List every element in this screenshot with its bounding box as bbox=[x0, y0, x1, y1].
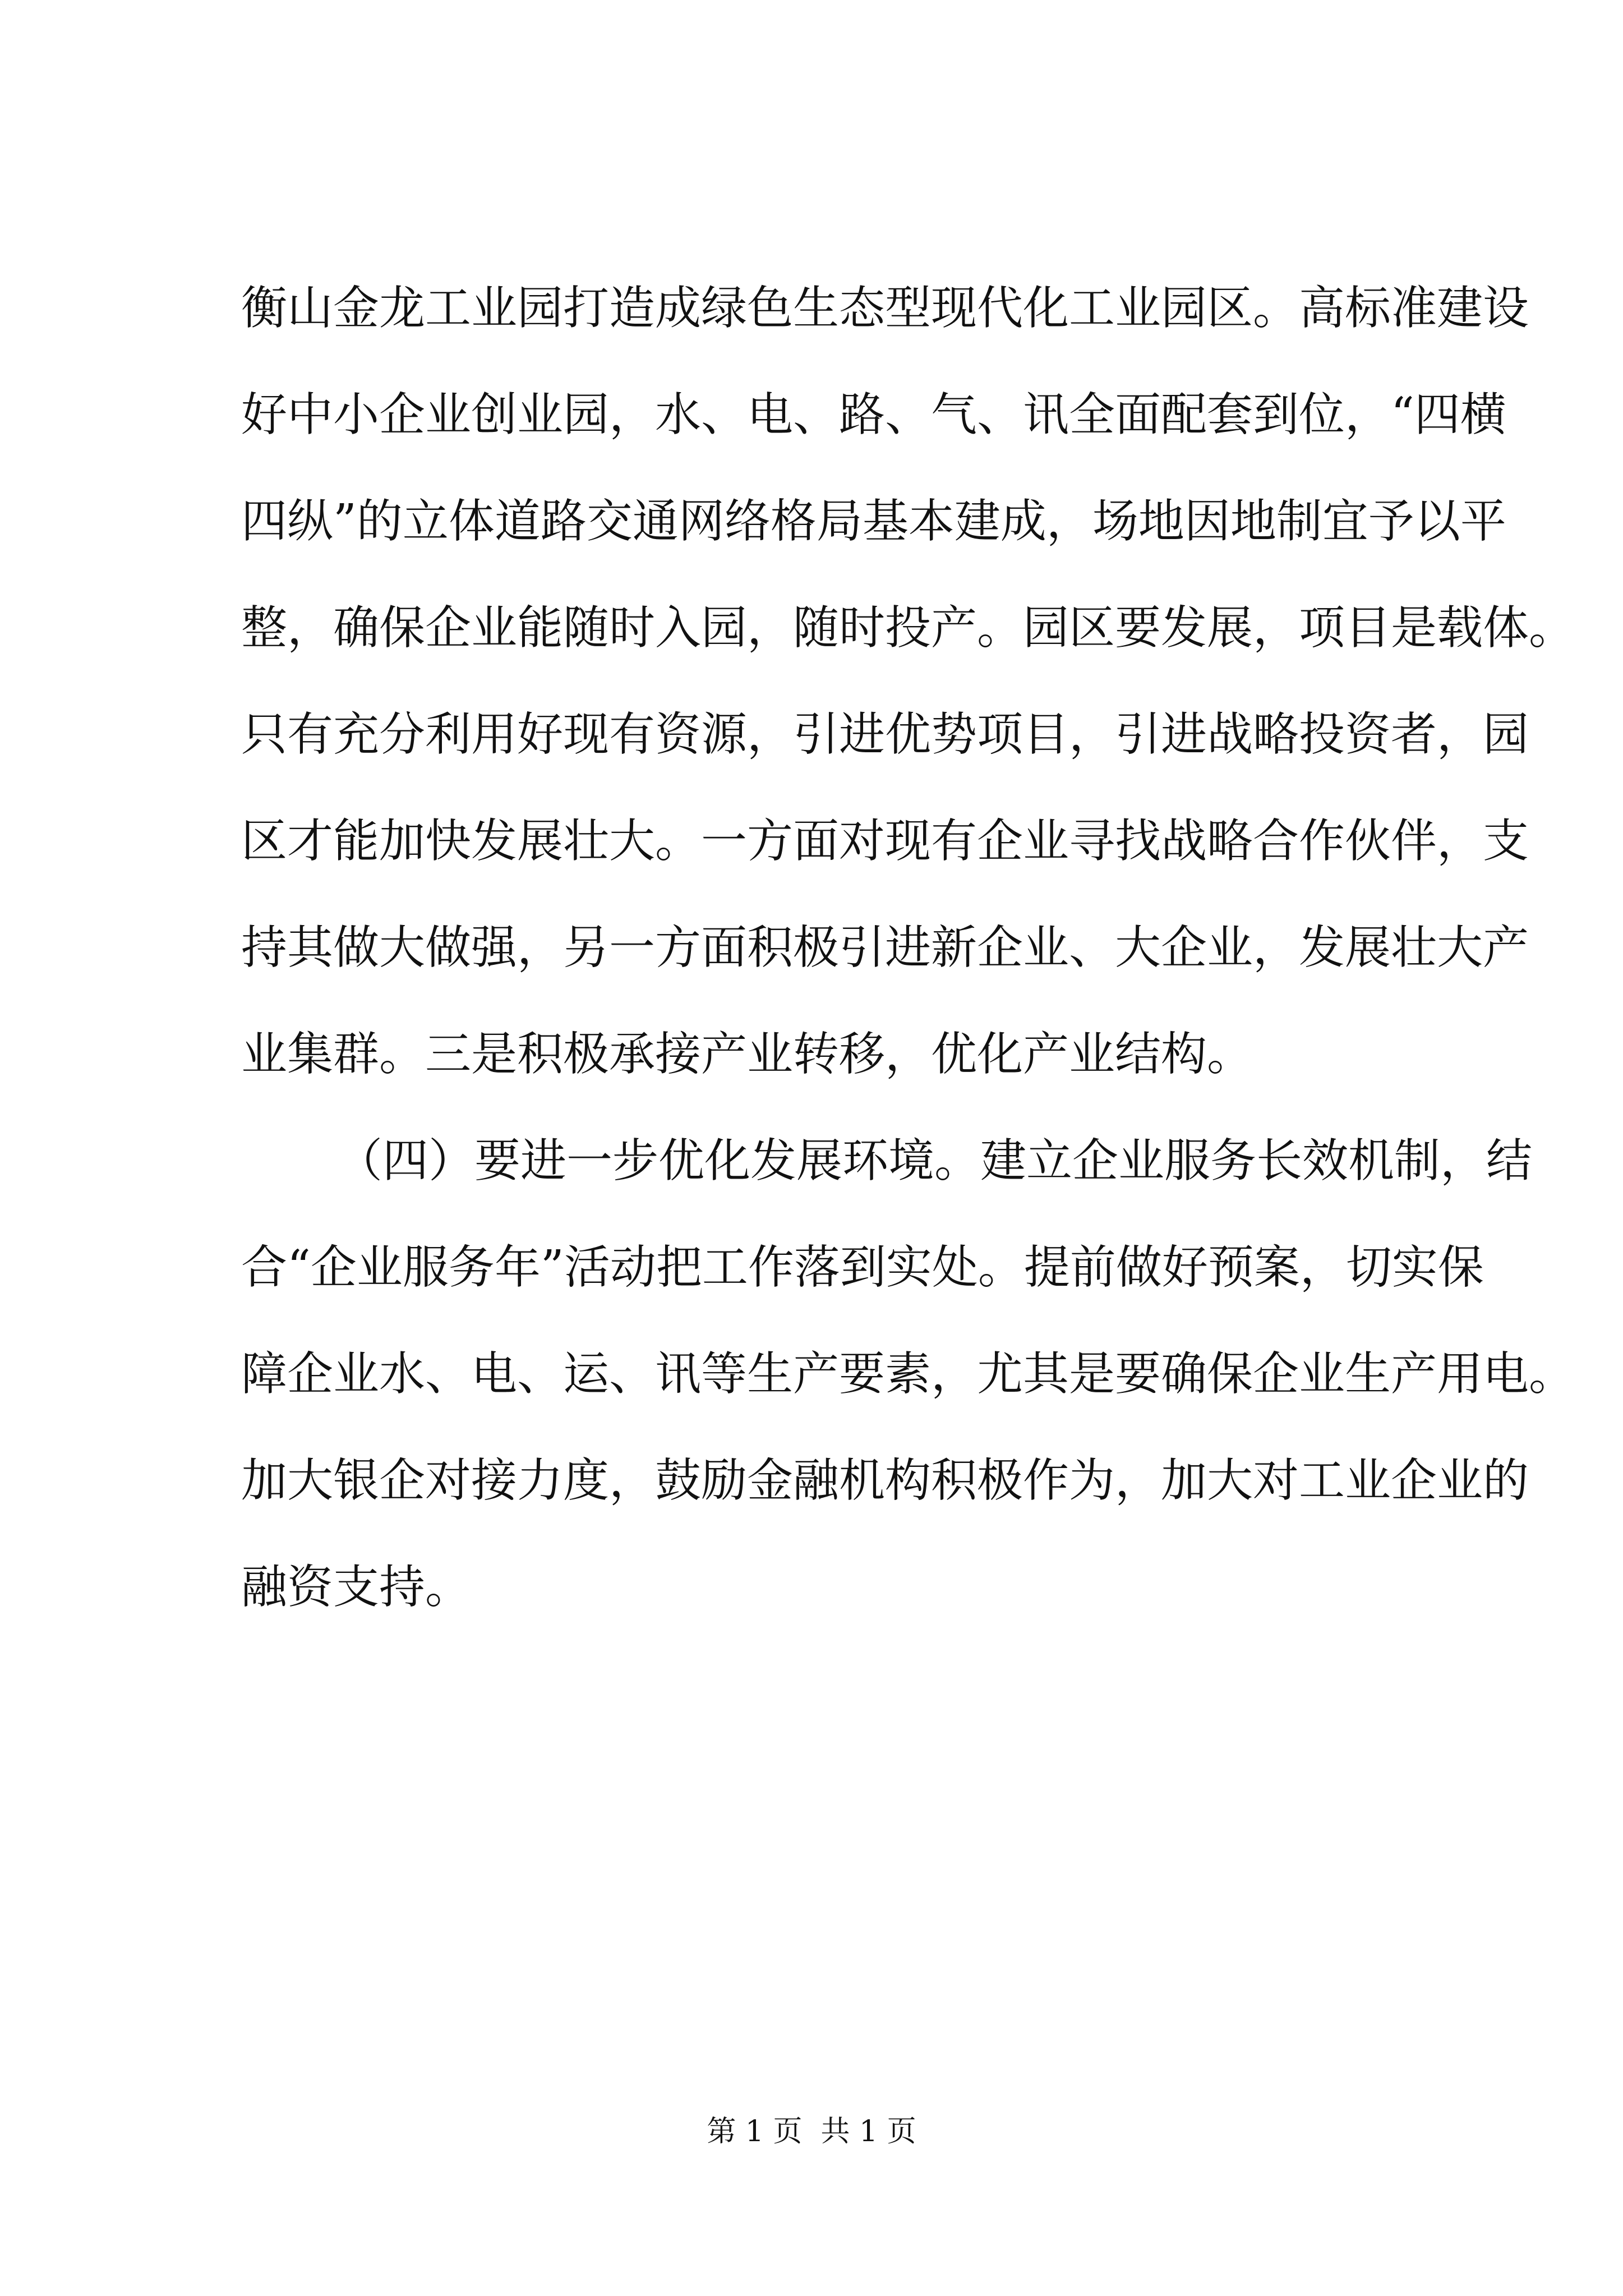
body-line: 只有充分利用好现有资源，引进优势项目，引进战略投资者，园 bbox=[241, 708, 1529, 761]
section-heading-line: （四）要进一步优化发展环境。建立企业服务长效机制，结 bbox=[336, 1134, 1533, 1188]
body-line: 加大银企对接力度，鼓励金融机构积极作为，加大对工业企业的 bbox=[241, 1454, 1529, 1507]
document-body bbox=[241, 255, 1575, 1641]
body-line: 持其做大做强，另一方面积极引进新企业、大企业，发展壮大产 bbox=[241, 921, 1529, 974]
body-line: 区才能加快发展壮大。一方面对现有企业寻找战略合作伙伴，支 bbox=[241, 815, 1529, 868]
body-line: 整，确保企业能随时入园，随时投产。园区要发展，项目是载体。 bbox=[241, 601, 1575, 655]
body-line: 业集群。三是积极承接产业转移，优化产业结构。 bbox=[241, 1028, 1253, 1081]
body-line: 障企业水、电、运、讯等生产要素，尤其是要确保企业生产用电。 bbox=[241, 1347, 1575, 1401]
body-line: 融资支持。 bbox=[241, 1561, 472, 1614]
body-line: 四纵”的立体道路交通网络格局基本建成，场地因地制宜予以平 bbox=[241, 495, 1506, 548]
body-line: 合“企业服务年”活动把工作落到实处。提前做好预案，切实保 bbox=[241, 1241, 1484, 1294]
body-line: 好中小企业创业园，水、电、路、气、讯全面配套到位，“四横 bbox=[241, 388, 1506, 441]
page-footer: 第 1 页 共 1 页 bbox=[707, 2115, 916, 2148]
body-line: 衡山金龙工业园打造成绿色生态型现代化工业园区。高标准建设 bbox=[241, 282, 1529, 335]
